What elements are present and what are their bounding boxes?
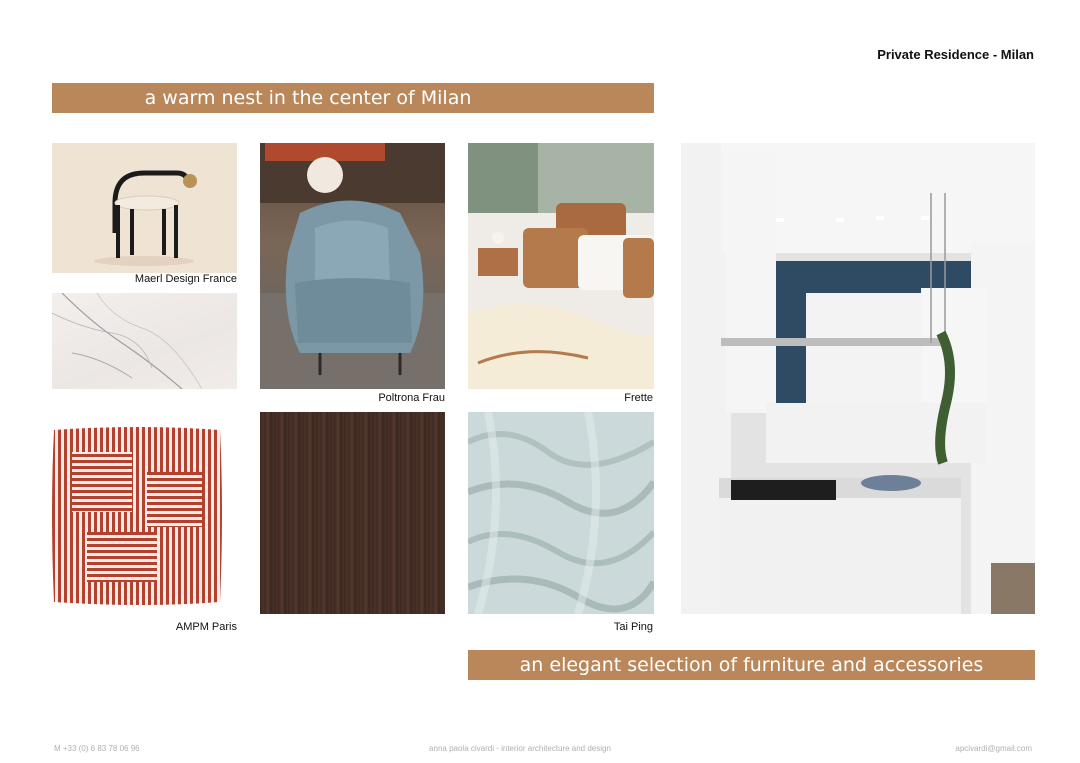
rug-sample-image bbox=[468, 412, 654, 614]
banner-top bbox=[52, 83, 654, 113]
wood-sample-image bbox=[260, 412, 445, 614]
banner-top-text: a warm nest in the center of Milan bbox=[144, 87, 472, 109]
footer-email: apcivardi@gmail.com bbox=[955, 744, 1032, 753]
armchair-image bbox=[260, 143, 445, 389]
caption-armchair: Poltrona Frau bbox=[378, 392, 445, 404]
caption-chair: Maerl Design France bbox=[134, 273, 237, 285]
caption-rug: Tai Ping bbox=[613, 621, 653, 633]
footer-phone: M +33 (0) 6 83 78 06 96 bbox=[54, 744, 140, 753]
banner-bottom-text: an elegant selection of furniture and accessories bbox=[519, 654, 984, 676]
bed-linen-image bbox=[468, 143, 654, 389]
pillow-image bbox=[52, 412, 237, 614]
banner-bottom bbox=[468, 650, 1035, 680]
marble-sample-image bbox=[52, 293, 237, 389]
footer-designer: anna paola civardi - interior architecture and design bbox=[429, 744, 611, 753]
caption-bed: Frette bbox=[624, 392, 653, 404]
caption-pillow: AMPM Paris bbox=[175, 621, 237, 633]
kitchen-image bbox=[681, 143, 1035, 614]
chair-image bbox=[52, 143, 237, 273]
project-title: Private Residence - Milan bbox=[877, 47, 1034, 62]
